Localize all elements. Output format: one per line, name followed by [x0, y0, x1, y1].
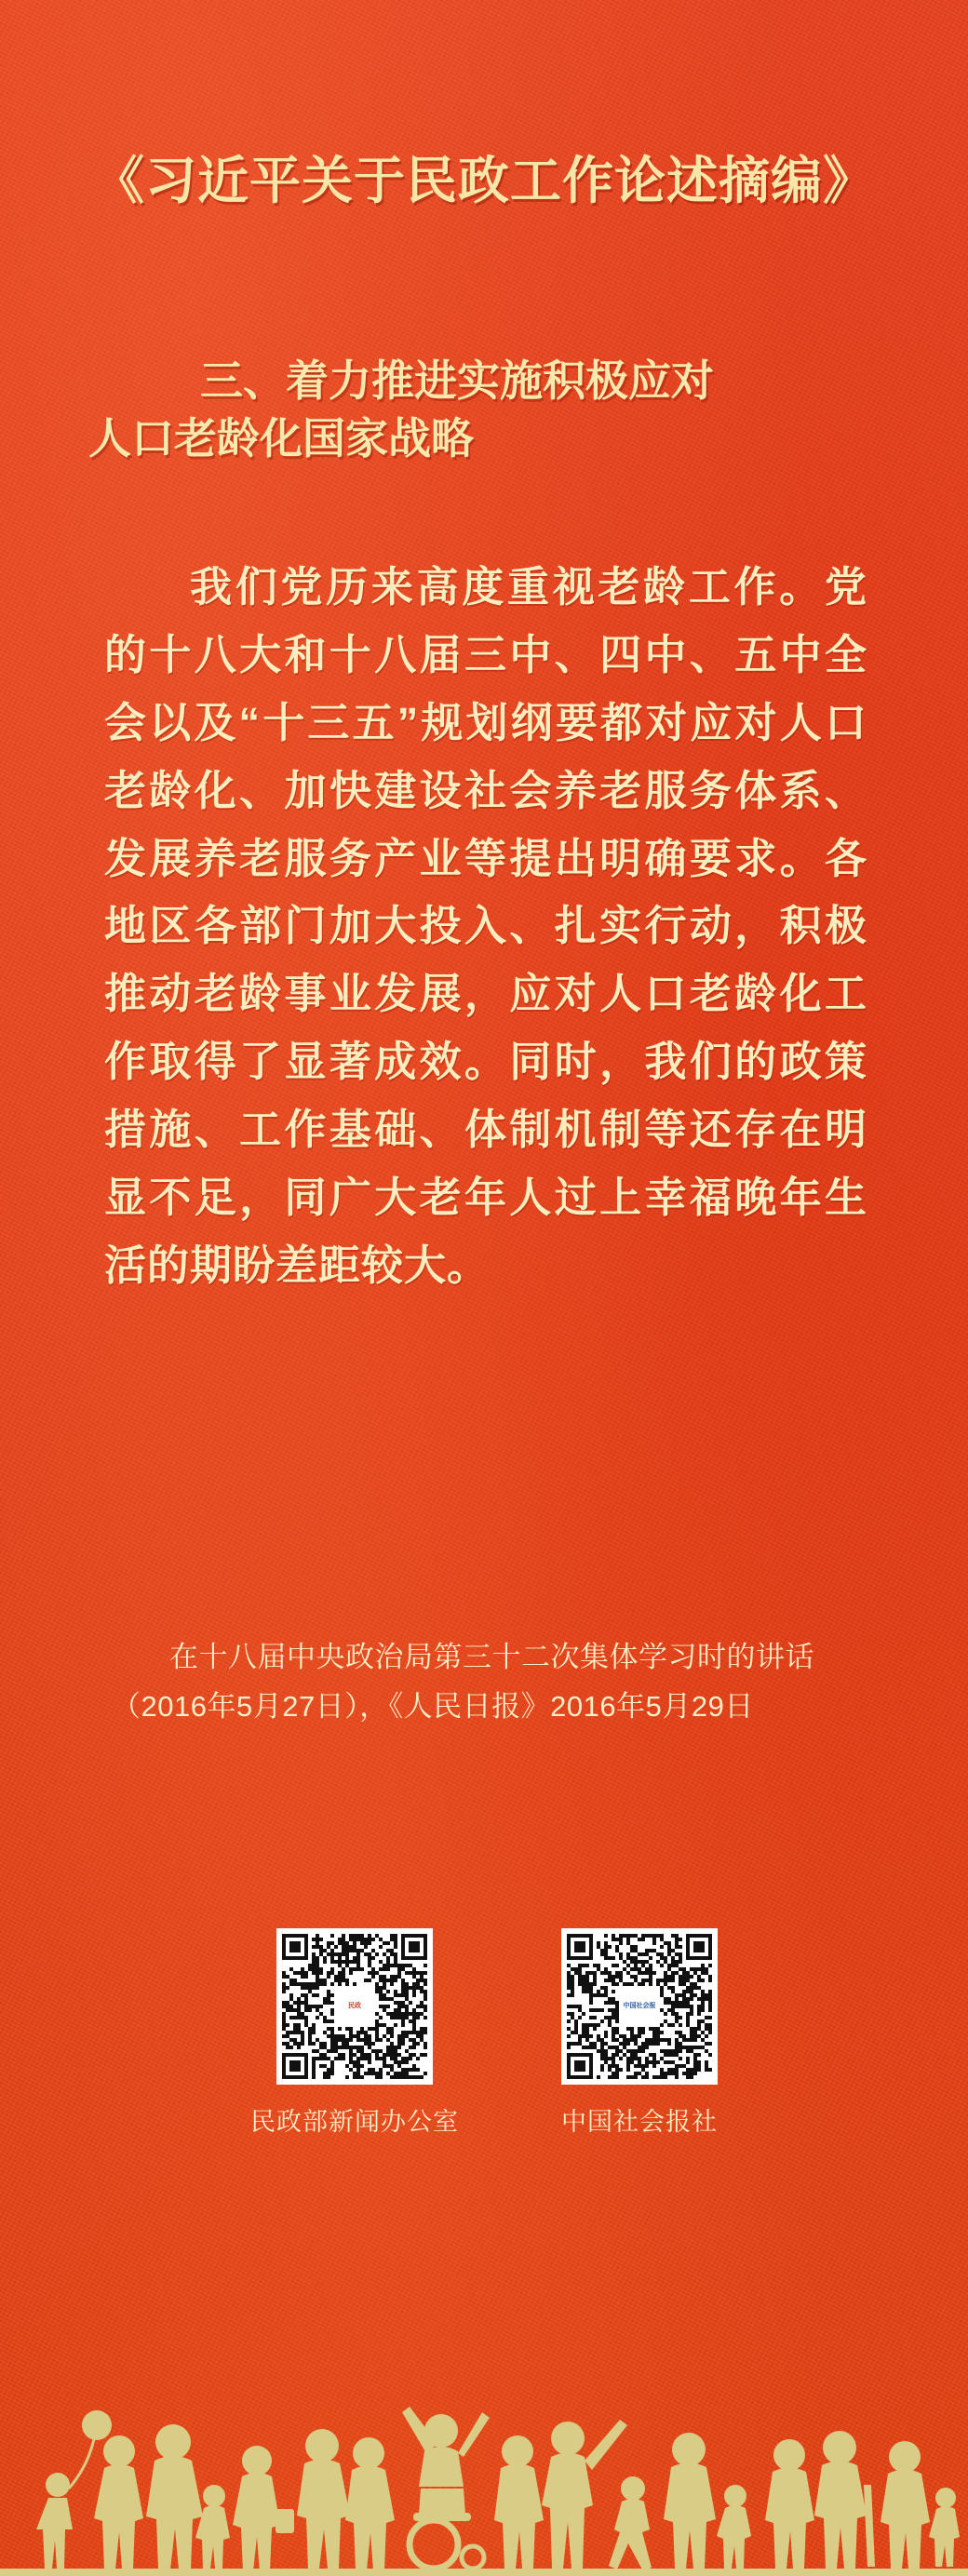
silhouette-elder-1 — [765, 2439, 814, 2569]
silhouette-adult-9 — [881, 2441, 930, 2569]
source-citation: 在十八届中央政治局第三十二次集体学习时的讲话（2016年5月27日），《人民日报》2016年5月29日 — [112, 1641, 814, 1723]
section-heading — [88, 352, 889, 467]
silhouette-adult-1 — [94, 2435, 143, 2569]
silhouette-child-3 — [609, 2476, 652, 2571]
silhouette-adult-7 — [542, 2420, 627, 2569]
qr-code-row — [0, 1928, 968, 2138]
section-heading-line-1: 三、着力推进实施积极应对 — [200, 356, 714, 405]
silhouette-wheelchair-user — [402, 2407, 490, 2569]
qr-code-icon-2[interactable] — [561, 1928, 718, 2085]
silhouette-adult-2 — [146, 2424, 203, 2569]
silhouette-child-2 — [195, 2485, 230, 2569]
silhouette-child-5 — [929, 2488, 960, 2567]
page-title: 《习近平关于民政工作论述摘编》 — [92, 152, 875, 209]
qr-center-logo-2: 中国社会报 — [619, 1986, 660, 2027]
qr-label-2: 中国社会报社 — [561, 2108, 718, 2136]
silhouette-adult-4 — [297, 2429, 350, 2569]
people-silhouette-band — [0, 2269, 968, 2576]
qr-block-2 — [561, 1928, 718, 2138]
qr-code-icon-1[interactable] — [276, 1928, 433, 2085]
qr-block-1 — [250, 1928, 459, 2138]
qr-center-logo-1: 民政 — [334, 1986, 375, 2027]
silhouette-adult-5 — [345, 2437, 395, 2570]
silhouette-child-4 — [717, 2485, 751, 2569]
section-heading-line-2: 人口老龄化国家战略 — [88, 414, 474, 463]
silhouette-adult-8 — [664, 2433, 716, 2569]
silhouette-adult-3 — [233, 2446, 294, 2571]
silhouette-elder-2 — [814, 2431, 875, 2569]
silhouette-adult-6 — [494, 2435, 544, 2569]
body-paragraph: 我们党历来高度重视老龄工作。党的十八大和十八届三中、四中、五中全会以及“十三五”规划纲要都对应对人口老龄化、加快建设社会养老服务体系、发展养老服务产业等提出明确要求。各地区各部门加大投入、扎实行动，积极推动老龄事业发展，应对人口老龄化工作取得了显著成效。同时，我们的政策措施、工作基础、体制机制等还存在明显不足，同广大老年人过上幸福晚年生活的期盼差距较大。 — [104, 563, 867, 1289]
qr-label-1: 民政部新闻办公室 — [250, 2108, 459, 2136]
